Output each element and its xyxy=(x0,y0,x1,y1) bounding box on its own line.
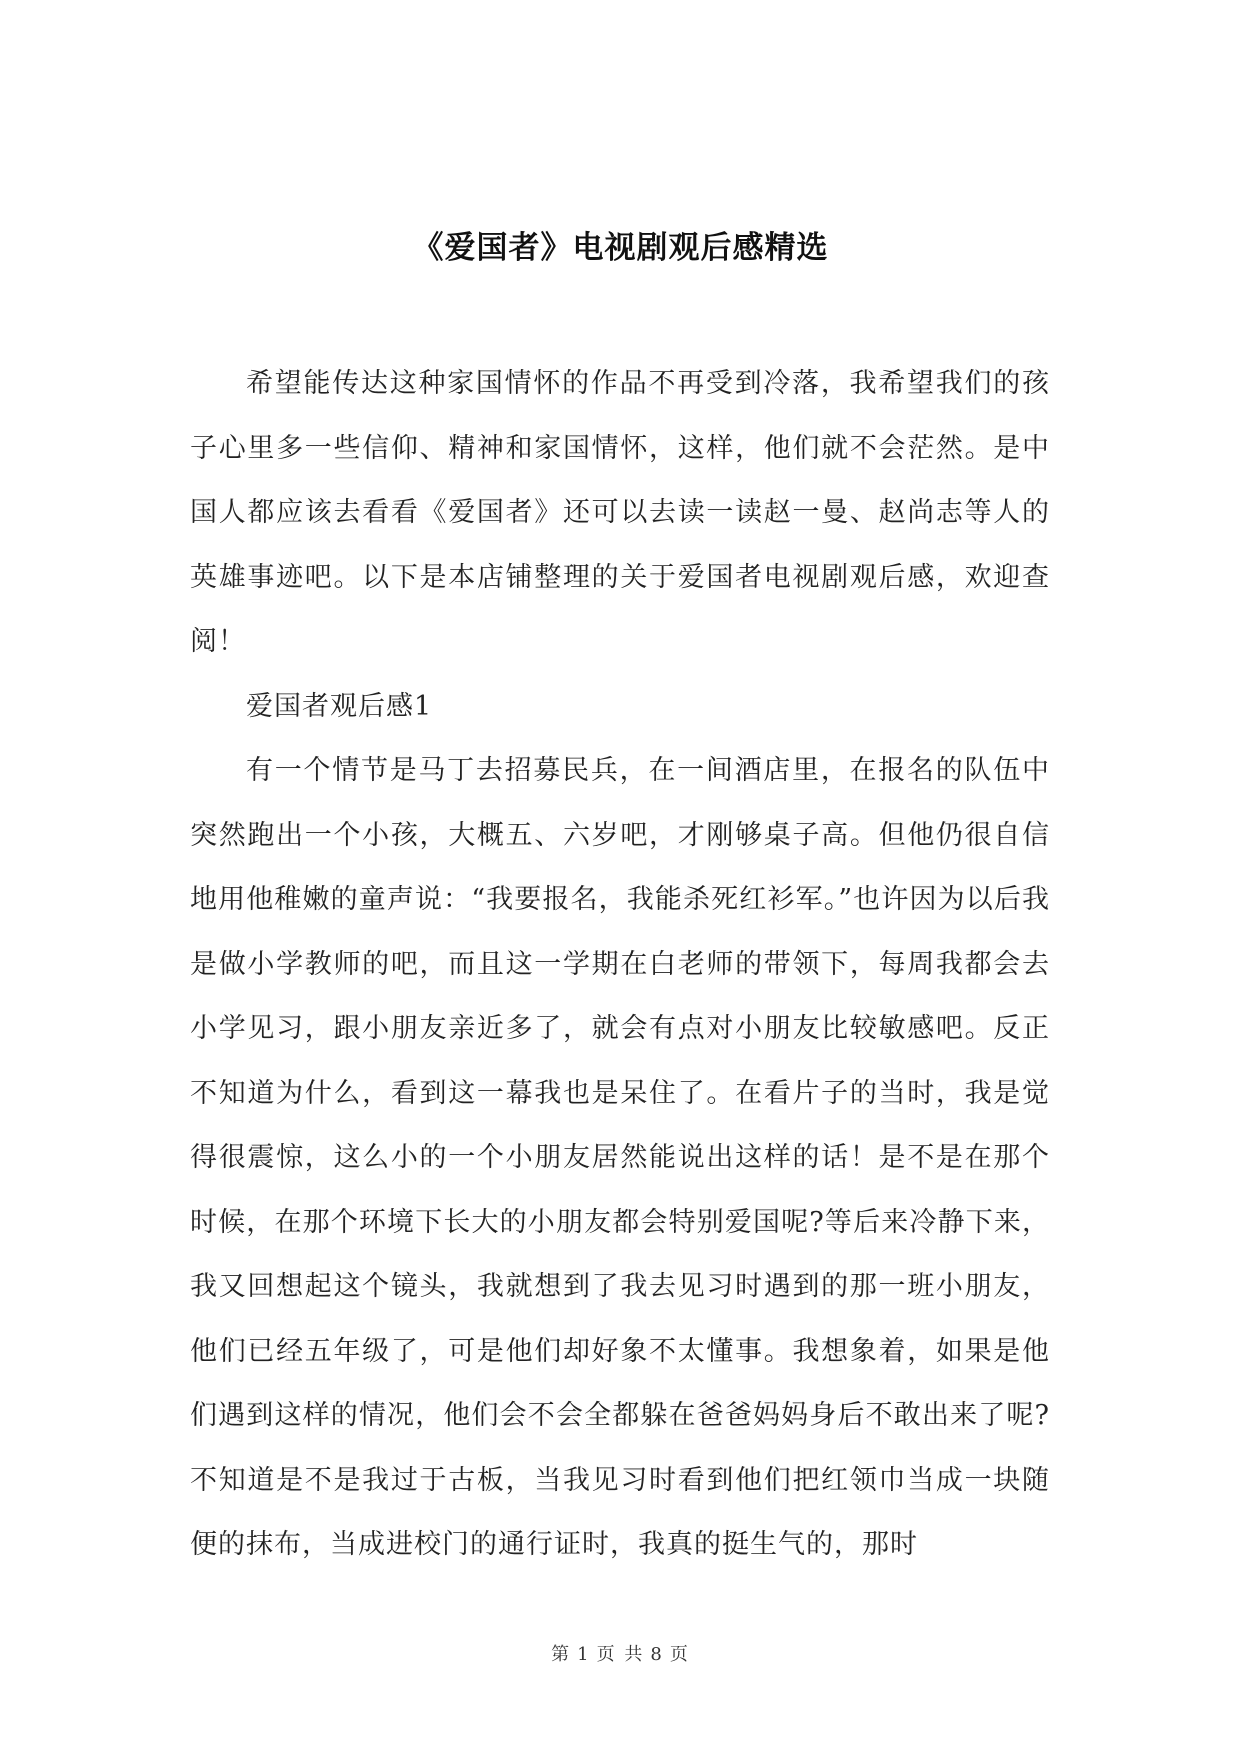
footer-middle: 页 共 xyxy=(596,1644,645,1665)
footer-suffix: 页 xyxy=(669,1644,690,1665)
document-body xyxy=(190,352,1050,1578)
footer-page-number: 1 xyxy=(577,1644,591,1665)
intro-paragraph: 希望能传达这种家国情怀的作品不再受到冷落，我希望我们的孩子心里多一些信仰、精神和家国情怀，这样，他们就不会茫然。是中国人都应该去看看《爱国者》还可以去读一读赵一曼、赵尚志等人的英雄事迹吧。以下是本店铺整理的关于爱国者电视剧观后感，欢迎查阅！ xyxy=(190,368,1050,657)
footer-prefix: 第 xyxy=(551,1644,572,1665)
document-title: 《爱国者》电视剧观后感精选 xyxy=(412,230,829,266)
page-footer xyxy=(0,1640,1241,1666)
body-paragraph: 有一个情节是马丁去招募民兵，在一间酒店里，在报名的队伍中突然跑出一个小孩，大概五、六岁吧，才刚够桌子高。但他仍很自信地用他稚嫩的童声说：“我要报名，我能杀死红衫军。”也许因为以后我是做小学教师的吧，而且这一学期在白老师的带领下，每周我都会去小学见习，跟小朋友亲近多了，就会有点对小朋友比较敏感吧。反正不知道为什么，看到这一幕我也是呆住了。在看片子的当时，我是觉得很震惊，这么小的一个小朋友居然能说出这样的话！是不是在那个时候，在那个环境下长大的小朋友都会特别爱国呢?等后来冷静下来，我又回想起这个镜头，我就想到了我去见习时遇到的那一班小朋友，他们已经五年级了，可是他们却好象不太懂事。我想象着，如果是他们遇到这样的情况，他们会不会全都躲在爸爸妈妈身后不敢出来了呢?不知道是不是我过于古板，当我见习时看到他们把红领巾当成一块随便的抹布，当成进校门的通行证时，我真的挺生气的，那时 xyxy=(190,755,1050,1560)
footer-total-pages: 8 xyxy=(650,1644,664,1665)
section-heading: 爱国者观后感1 xyxy=(246,690,433,722)
